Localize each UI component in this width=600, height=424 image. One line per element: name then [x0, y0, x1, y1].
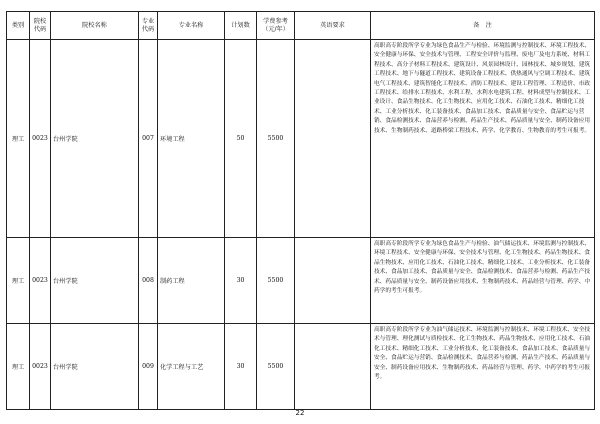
row-major-name: 化学工程与工艺 [158, 324, 225, 410]
header-category: 类别 [7, 12, 30, 40]
row-school-code: 0023 [30, 238, 51, 324]
row-category: 理工 [7, 238, 30, 324]
row-remarks: 高职高专阶段所学专业为油气储运技术、环境监测与控制技术、环境工程技术、安全技术与管理、理化测试与质检技术、化工生物技术、药品生物技术、应用化工技术、石油化工技术、精细化工技术、工业分析技术、化工装备技术、食品加工技术、食品质量与安全、食品贮运与营销、食品检测技术、食品营养与检测、药品生产技术、药品质量与安全、制药设备应用技术、生物制药技术、药品经营与管理、药学、中药学的考生可报考。 [371, 324, 595, 410]
row-category: 理工 [7, 324, 30, 410]
row-plan-count: 50 [225, 40, 257, 238]
row-plan-count: 30 [225, 324, 257, 410]
row-english-req [295, 324, 371, 410]
header-english-req: 英语要求 [295, 12, 371, 40]
table-row [7, 324, 595, 410]
row-fee: 5500 [257, 40, 295, 238]
row-school-name: 台州学院 [51, 238, 139, 324]
header-school-name: 院校名称 [51, 12, 139, 40]
row-remarks: 高职高专阶段所学专业为绿色食品生产与检验、油气储运技术、环境监测与控制技术、环境工程技术、安全健康与环保、安全技术与管理、化工生物技术、药品生物技术、食品生物技术、应用化工技术、石油化工技术、精细化工技术、工业分析技术、化工装备技术、食品加工技术、食品质量与安全、食品检测技术、食品营养与检测、药品生产技术、药品质量与安全、制药设备应用技术、生物制药技术、药品经营与管理、药学、中药学的考生可报考。 [371, 238, 595, 324]
row-major-code: 008 [139, 238, 158, 324]
row-school-name: 台州学院 [51, 40, 139, 238]
row-major-code: 009 [139, 324, 158, 410]
row-major-code: 007 [139, 40, 158, 238]
header-remarks: 备 注 [371, 12, 595, 40]
table-row [7, 238, 595, 324]
enrollment-table [6, 11, 595, 410]
page-number: 22 [295, 409, 305, 417]
row-plan-count: 30 [225, 238, 257, 324]
header-plan-count: 计划数 [225, 12, 257, 40]
header-school-code: 院校代码 [30, 12, 51, 40]
row-school-code: 0023 [30, 324, 51, 410]
row-remarks: 高职高专阶段所学专业为绿色食品生产与检验、环境监测与控制技术、环境工程技术、安全健康与环保、安全技术与管理、工程安全评价与监理、废电厂及电力系统、材料工程技术、高分子材料工程技术、建筑设计、风景园林设计、园林技术、城乡规划、建筑工程技术、地下与隧道工程技术、建筑设备工程技术、供热通风与空调工程技术、建筑电气工程技术、建筑智能化工程技术、消防工程技术、建设工程管理、工程造价、市政工程技术、给排水工程技术、水利工程、水利水电建筑工程、材料成型与控制技术、工业设计、食品生物技术、化工生物技术、应用化工技术、石油化工技术、精细化工技术、工业分析技术、化工装备技术、食品加工技术、食品质量与安全、食品贮运与营销、食品检测技术、食品营养与检测、药品生产技术、药品质量与安全、制药设备应用技术、生物制药技术、道路桥梁工程技术、药学、化学教育、生物教育的考生可报考。 [371, 40, 595, 238]
row-school-code: 0023 [30, 40, 51, 238]
header-major-code: 专业代码 [139, 12, 158, 40]
header-major-name: 专业名称 [158, 12, 225, 40]
header-fee: 学费参考（元/年） [257, 12, 295, 40]
row-fee: 5500 [257, 238, 295, 324]
row-school-name: 台州学院 [51, 324, 139, 410]
row-fee: 5500 [257, 324, 295, 410]
row-category: 理工 [7, 40, 30, 238]
table-row [7, 40, 595, 238]
row-english-req [295, 238, 371, 324]
row-major-name: 制药工程 [158, 238, 225, 324]
row-major-name: 环境工程 [158, 40, 225, 238]
row-english-req [295, 40, 371, 238]
header-row [7, 12, 595, 40]
